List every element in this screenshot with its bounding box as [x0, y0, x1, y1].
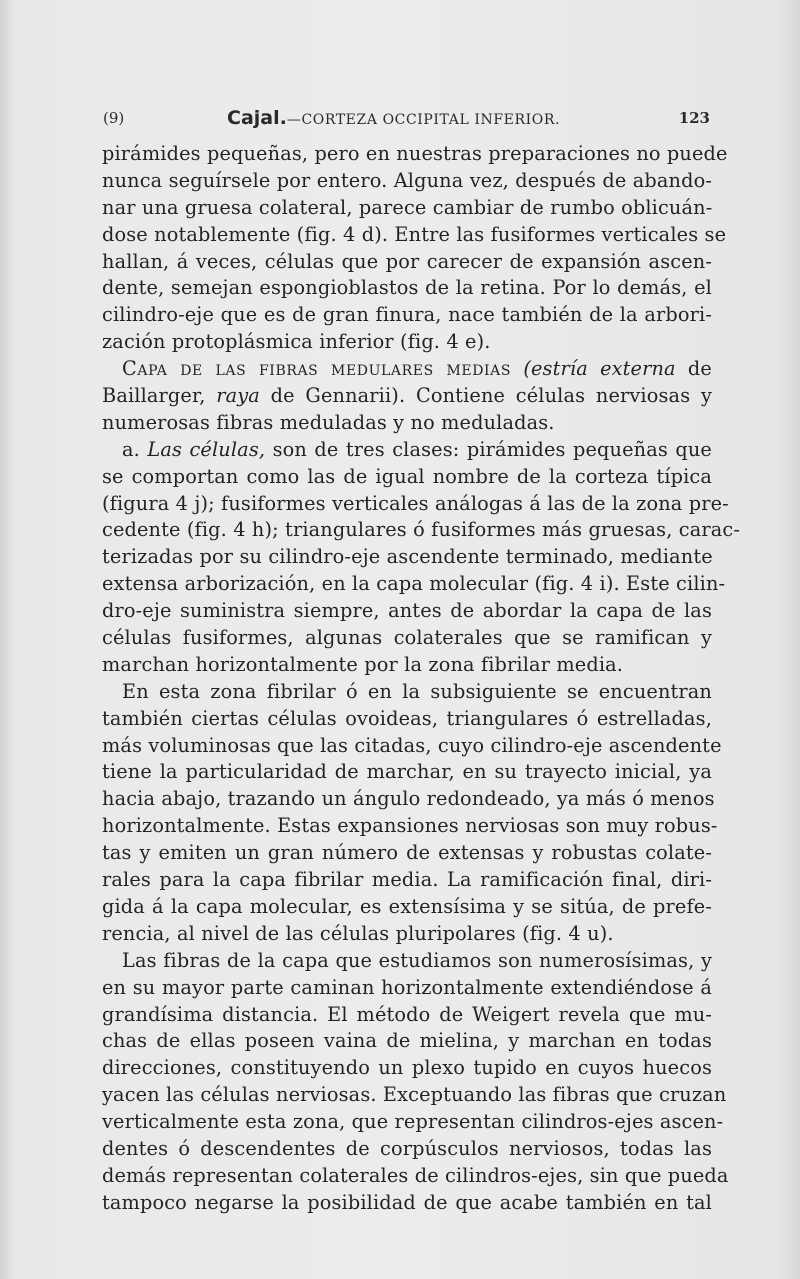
- text-line: chas de ellas poseen vaina de mielina, y marchan en todas: [102, 1029, 712, 1053]
- author-name: Cajal.: [227, 107, 287, 129]
- text-line: dro-eje suministra siempre, antes de abordar la capa de las: [102, 599, 712, 623]
- text-line: se comportan como las de igual nombre de la corteza típica: [102, 464, 712, 488]
- text-run: son de tres clases: pirámides pequeñas que: [265, 437, 712, 461]
- text-line: hacia abajo, trazando un ángulo redondeado, ya más ó menos: [102, 787, 715, 811]
- running-header: [103, 105, 710, 131]
- text-line: tas y emiten un gran número de extensas y robustas colate-: [102, 841, 712, 865]
- text-line: dente, semejan espongioblastos de la retina. Por lo demás, el: [102, 276, 712, 300]
- italic-term: raya: [216, 384, 260, 408]
- text-line: (figura 4 j); fusiformes verticales análogas á las de la zona pre-: [102, 491, 729, 515]
- text-line: Las fibras de la capa que estudiamos son numerosísimas, y: [122, 948, 712, 972]
- text-line: rales para la capa fibrilar media. La ramificación final, diri-: [102, 868, 712, 892]
- text-line: cedente (fig. 4 h); triangulares ó fusiformes más gruesas, carac-: [102, 518, 741, 542]
- text-line: terizadas por su cilindro-eje ascendente terminado, mediante: [102, 545, 713, 569]
- text-run: Baillarger,: [102, 384, 217, 408]
- text-run: de Gennarii). Contiene células nerviosas y: [259, 384, 712, 408]
- section-number: (9): [103, 109, 125, 127]
- text-line: rencia, al nivel de las células pluripolares (fig. 4 u).: [102, 921, 614, 945]
- text-line: dentes ó descendentes de corpúsculos nerviosos, todas las: [102, 1136, 712, 1160]
- text-line: cilindro-eje que es de gran finura, nace también de la arbori-: [102, 303, 712, 327]
- text-line: células fusiformes, algunas colaterales que se ramifican y: [102, 626, 712, 650]
- page-number: 123: [678, 109, 710, 127]
- text-line: verticalmente esta zona, que representan cilindros-ejes ascen-: [102, 1110, 724, 1134]
- text-run: de: [675, 357, 712, 381]
- text-line: zación protoplásmica inferior (fig. 4 e).: [102, 330, 491, 354]
- text-line: nunca seguírsele por entero. Alguna vez, después de abando-: [102, 168, 712, 192]
- chapter-title: —CORTEZA OCCIPITAL INFERIOR.: [286, 112, 561, 128]
- text-line: más voluminosas que las citadas, cuyo cilindro-eje ascendente: [102, 733, 722, 757]
- text-line: horizontalmente. Estas expansiones nerviosas son muy robus-: [102, 814, 718, 838]
- text-line: hallan, á veces, células que por carecer de expansión ascen-: [102, 249, 712, 273]
- italic-term: (estría externa: [523, 357, 676, 381]
- text-line: también ciertas células ovoideas, triangulares ó estrelladas,: [102, 706, 712, 730]
- text-line: tampoco negarse la posibilidad de que acabe también en tal: [102, 1190, 712, 1214]
- text-line: en su mayor parte caminan horizontalmente extendiéndose á: [102, 975, 712, 999]
- text-line: gida á la capa molecular, es extensísima y se sitúa, de prefe-: [102, 894, 712, 918]
- text-line: pirámides pequeñas, pero en nuestras preparaciones no puede: [102, 142, 728, 165]
- text-line: yacen las células nerviosas. Exceptuando las fibras que cruzan: [102, 1083, 727, 1107]
- text-line: direcciones, constituyendo un plexo tupido en cuyos huecos: [102, 1056, 712, 1080]
- text-line: En esta zona fibrilar ó en la subsiguiente se encuentran: [122, 679, 712, 703]
- text-line: grandísima distancia. El método de Weigert revela que mu-: [102, 1002, 712, 1026]
- text-line: extensa arborización, en la capa molecular (fig. 4 i). Este cilin-: [102, 572, 726, 596]
- text-line: tiene la particularidad de marchar, en su trayecto inicial, ya: [102, 760, 712, 784]
- text-line: demás representan colaterales de cilindros-ejes, sin que pueda: [102, 1163, 729, 1187]
- italic-term: Las células,: [147, 437, 266, 461]
- text-line: numerosas fibras meduladas y no meduladas.: [102, 410, 555, 434]
- running-title: [227, 105, 560, 129]
- text-line: dose notablemente (fig. 4 d). Entre las fusiformes verticales se: [102, 222, 727, 246]
- section-heading: Capa de las fibras medulares medias: [122, 357, 512, 381]
- text-line: [102, 383, 712, 410]
- text-line: nar una gruesa colateral, parece cambiar de rumbo oblicuán-: [102, 195, 713, 219]
- text-run: a.: [122, 437, 148, 461]
- text-line: marchan horizontalmente por la zona fibrilar media.: [102, 652, 624, 676]
- body-text: [102, 141, 741, 1217]
- text-line: [102, 437, 712, 464]
- section-heading-line: [102, 356, 712, 383]
